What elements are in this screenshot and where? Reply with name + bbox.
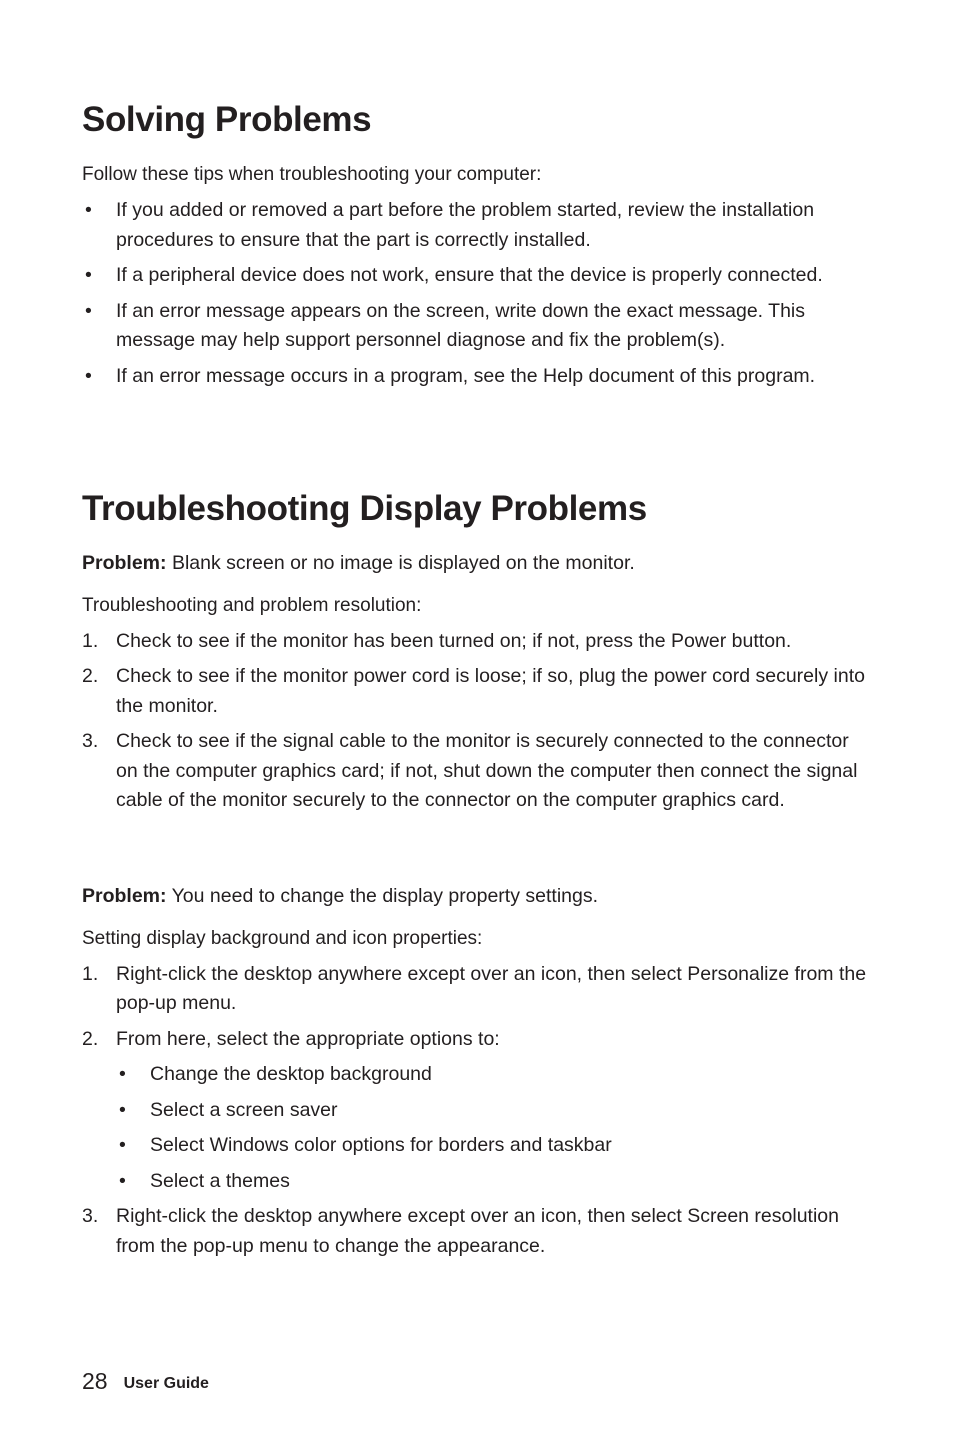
option-text: Change the desktop background — [150, 1063, 432, 1085]
problem-statement — [82, 549, 872, 579]
problem-display-settings — [82, 882, 872, 1267]
list-item — [82, 662, 872, 721]
problem-blank-screen — [82, 549, 872, 822]
step-number: 2. — [82, 1027, 99, 1050]
list-item — [82, 362, 872, 392]
heading-troubleshooting-display: Troubleshooting Display Problems — [82, 489, 647, 528]
tip-text: If an error message appears on the screen, write down the exact message. This message may help support personnel diagnose and fix the problem(s). — [116, 299, 805, 351]
bullet-marker: • — [119, 1169, 126, 1192]
options-list — [116, 1060, 872, 1196]
bullet-marker: • — [85, 264, 92, 286]
list-item — [116, 1060, 872, 1090]
list-item — [82, 627, 872, 657]
list-item — [82, 727, 872, 816]
list-item — [82, 1025, 872, 1197]
step-number: 1. — [82, 629, 99, 652]
resolution-steps — [82, 627, 872, 816]
problem-statement — [82, 882, 872, 912]
tips-lead: Follow these tips when troubleshooting your computer: — [82, 164, 542, 185]
bullet-marker: • — [119, 1063, 126, 1085]
problem-label: Problem: — [82, 885, 167, 907]
step-number: 1. — [82, 962, 99, 985]
heading-solving-problems: Solving Problems — [82, 100, 372, 139]
resolution-subheading: Troubleshooting and problem resolution: — [82, 594, 422, 616]
option-text: Select a screen saver — [150, 1098, 338, 1121]
step-text: Right-click the desktop anywhere except over an icon, then select Personalize from the pop-up menu. — [116, 962, 867, 1014]
list-item — [82, 960, 872, 1019]
option-text: Select a themes — [150, 1169, 290, 1192]
step-text: From here, select the appropriate options to: — [116, 1027, 500, 1050]
list-item — [116, 1096, 872, 1126]
step-number: 3. — [82, 730, 99, 752]
step-text: Check to see if the monitor has been turned on; if not, press the Power button. — [116, 629, 792, 652]
page-number: 28 — [82, 1368, 108, 1394]
settings-steps — [82, 960, 872, 1262]
footer-label: User Guide — [123, 1375, 209, 1392]
list-item — [82, 1202, 872, 1261]
problem-label: Problem: — [82, 552, 167, 574]
solving-problems-section — [82, 161, 872, 397]
list-item — [82, 297, 872, 356]
list-item — [82, 196, 872, 255]
problem-text: Blank screen or no image is displayed on the monitor. — [171, 552, 635, 574]
list-item — [82, 261, 872, 291]
list-item — [116, 1131, 872, 1161]
tip-text: If an error message occurs in a program, see the Help document of this program. — [116, 364, 816, 387]
option-text: Select Windows color options for borders and taskbar — [150, 1134, 612, 1156]
page-footer — [82, 1366, 209, 1399]
step-text: Check to see if the monitor power cord is loose; if so, plug the power cord securely into the monitor. — [116, 665, 865, 717]
step-text: Check to see if the signal cable to the monitor is securely connected to the connector on the computer graphics card; if not, shut down the computer then connect the signal cable of the monitor securely to the connector on the computer graphics card. — [116, 730, 858, 811]
settings-subheading: Setting display background and icon properties: — [82, 927, 483, 949]
step-number: 2. — [82, 665, 99, 687]
bullet-marker: • — [119, 1134, 126, 1156]
tip-text: If you added or removed a part before the problem started, review the installation procedures to ensure that the part is correctly installed. — [116, 199, 815, 251]
step-number: 3. — [82, 1205, 99, 1227]
bullet-marker: • — [85, 199, 92, 221]
problem-text: You need to change the display property settings. — [171, 885, 599, 907]
tips-list — [82, 196, 872, 391]
list-item — [116, 1167, 872, 1197]
tip-text: If a peripheral device does not work, ensure that the device is properly connected. — [116, 264, 823, 286]
bullet-marker: • — [85, 364, 92, 387]
step-text: Right-click the desktop anywhere except over an icon, then select Screen resolution from the pop-up menu to change the appearance. — [116, 1205, 839, 1257]
bullet-marker: • — [119, 1098, 126, 1121]
bullet-marker: • — [85, 299, 92, 322]
